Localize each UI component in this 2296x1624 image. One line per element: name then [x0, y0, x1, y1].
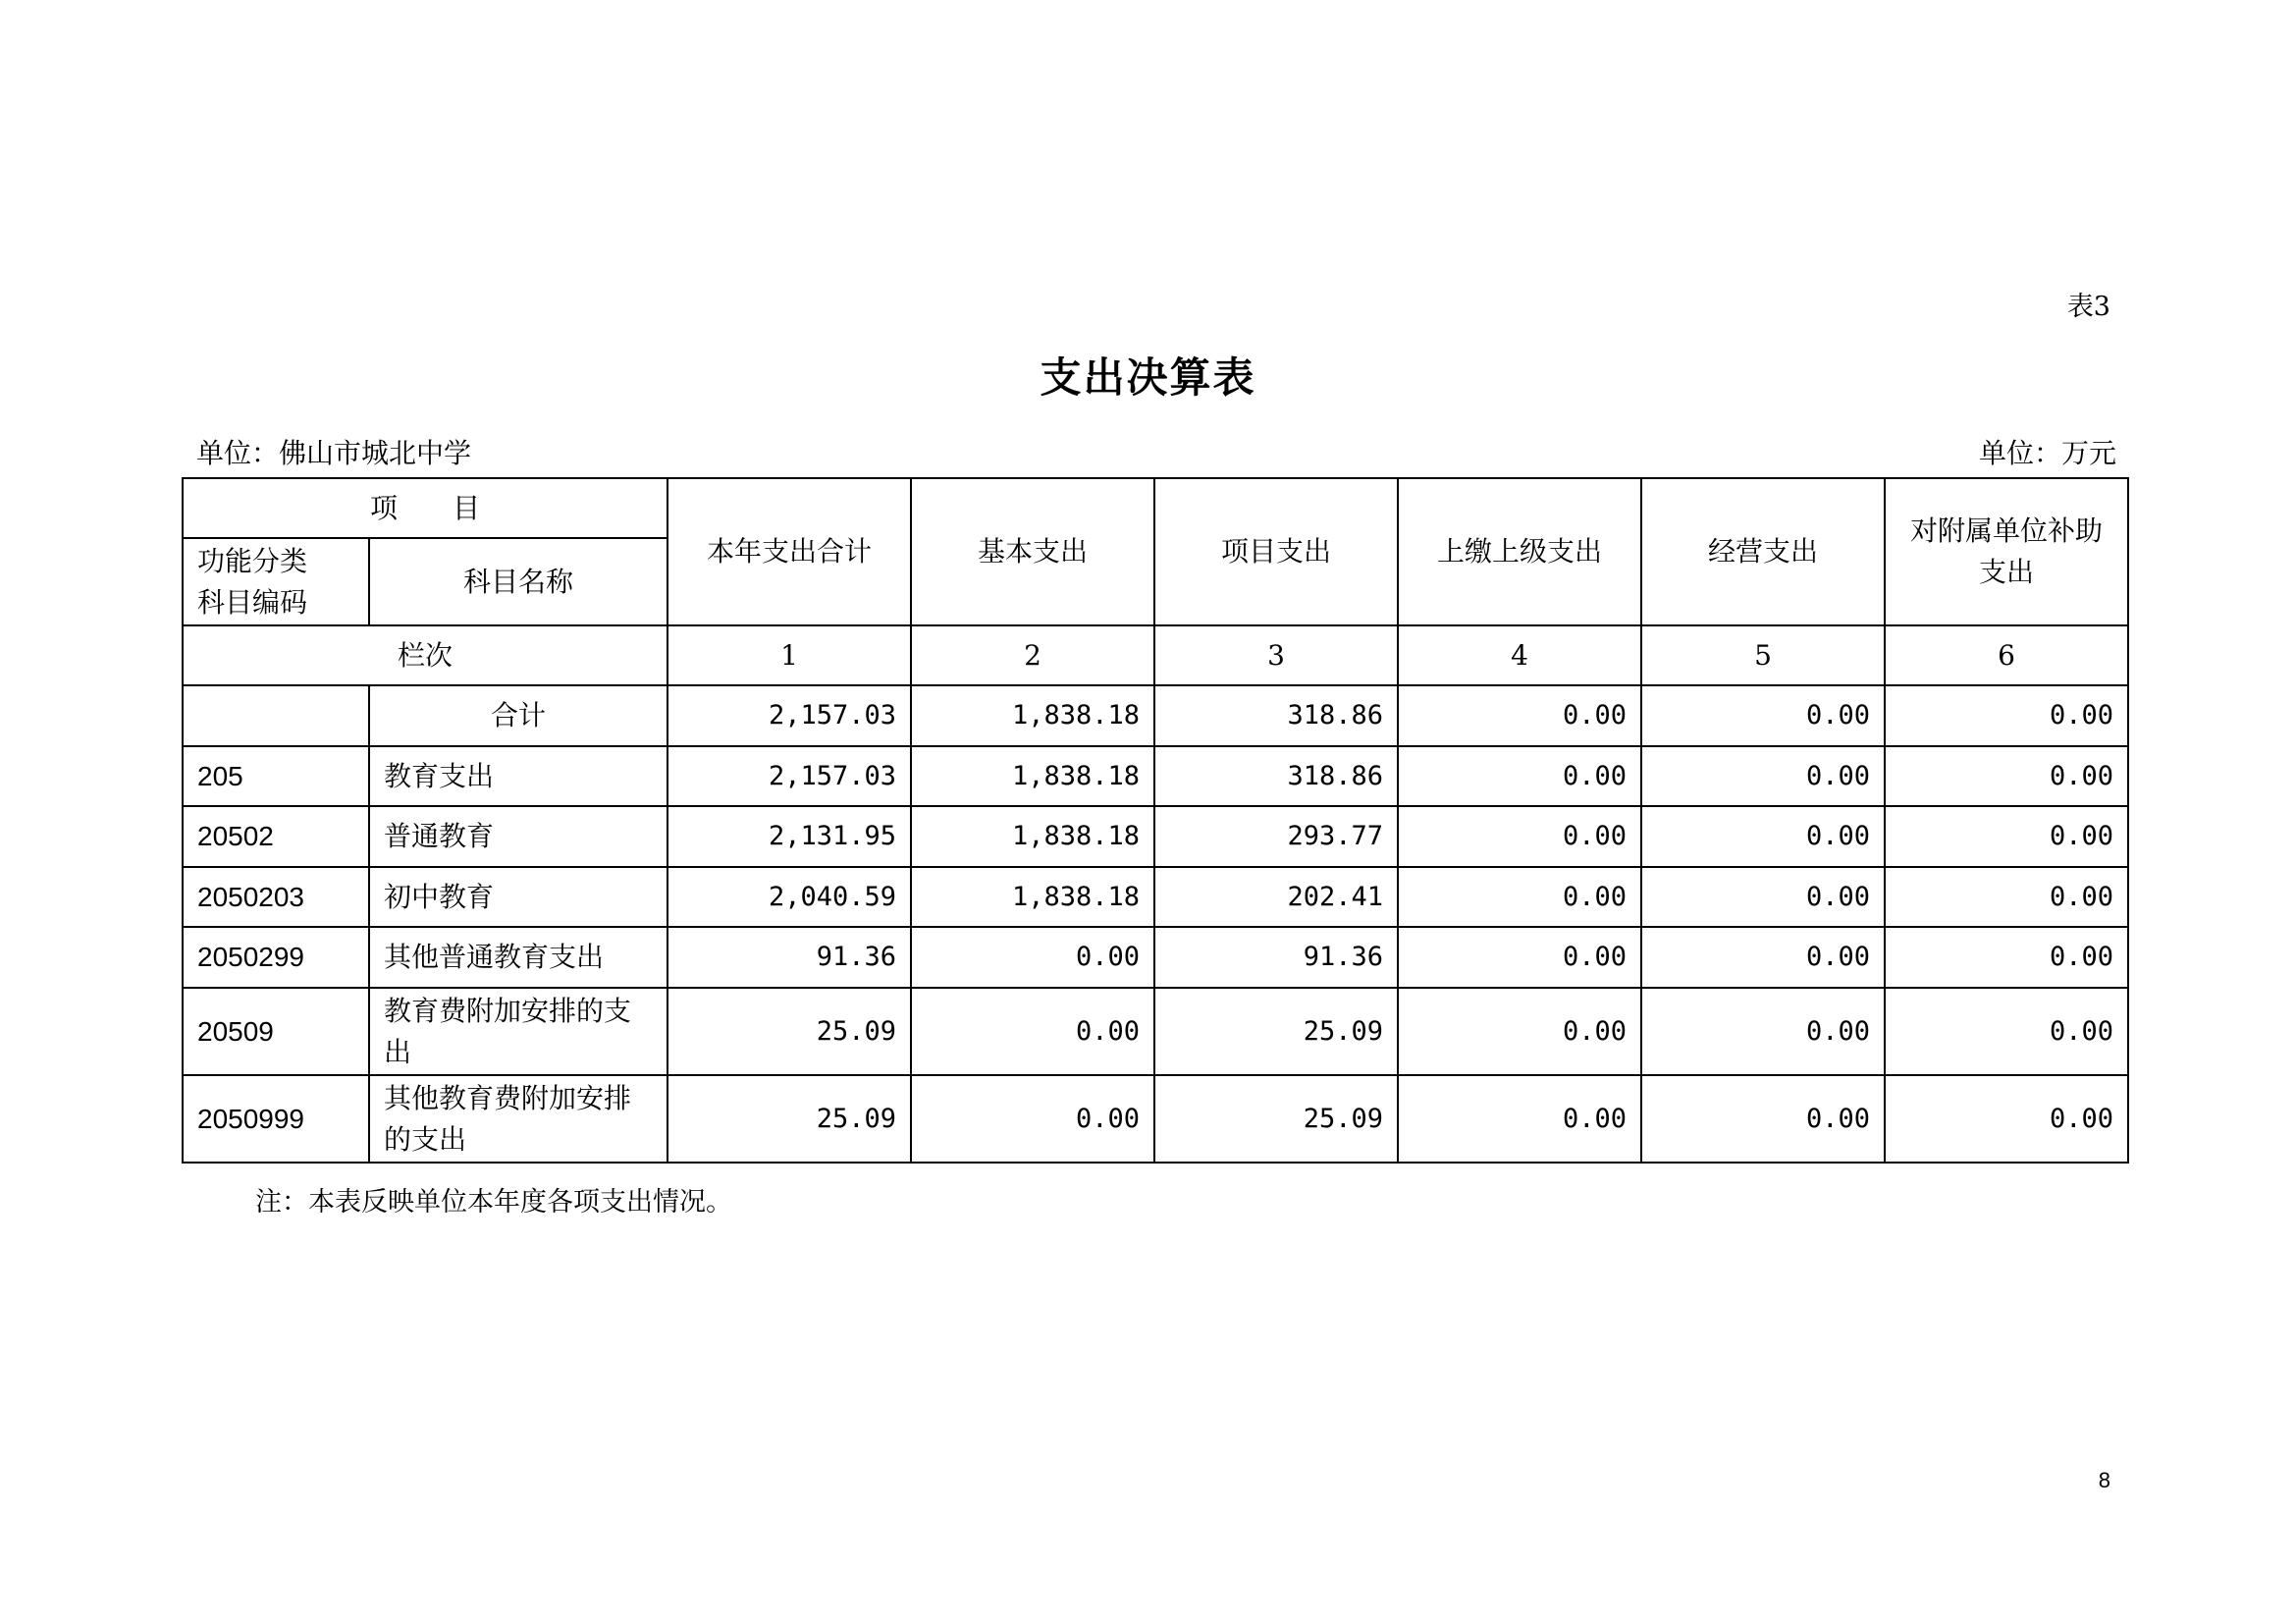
- index-num-4: 4: [1398, 625, 1641, 685]
- table-row: [183, 806, 2128, 867]
- row-value: 1,838.18: [911, 806, 1154, 867]
- row-value: 25.09: [1154, 988, 1398, 1075]
- row-value: 0.00: [1885, 1075, 2128, 1163]
- row-value: 318.86: [1154, 746, 1398, 806]
- index-num-3: 3: [1154, 625, 1398, 685]
- row-value: 0.00: [1398, 685, 1641, 746]
- row-value: 25.09: [667, 1075, 911, 1163]
- row-name: 其他普通教育支出: [369, 927, 667, 988]
- header-col-2: 基本支出: [911, 478, 1154, 625]
- row-value: 0.00: [1885, 867, 2128, 927]
- row-name: 其他教育费附加安排的支出: [369, 1075, 667, 1163]
- row-value: 0.00: [1885, 685, 2128, 746]
- row-value: 318.86: [1154, 685, 1398, 746]
- row-code: 20509: [183, 988, 369, 1075]
- row-code: 205: [183, 746, 369, 806]
- table-row: [183, 1075, 2128, 1163]
- page-title: 支出决算表: [1040, 353, 1256, 402]
- row-value: 202.41: [1154, 867, 1398, 927]
- table-row: [183, 927, 2128, 988]
- header-code: 功能分类 科目编码: [183, 538, 369, 625]
- row-value: 0.00: [1398, 746, 1641, 806]
- header-col-1: 本年支出合计: [667, 478, 911, 625]
- row-value: 0.00: [1885, 927, 2128, 988]
- index-num-1: 1: [667, 625, 911, 685]
- row-value: 1,838.18: [911, 685, 1154, 746]
- row-value: 0.00: [1398, 867, 1641, 927]
- row-value: 0.00: [911, 988, 1154, 1075]
- row-value: 25.09: [667, 988, 911, 1075]
- row-code: 2050299: [183, 927, 369, 988]
- row-value: 0.00: [1398, 806, 1641, 867]
- index-row: [183, 625, 2128, 685]
- row-name: 教育支出: [369, 746, 667, 806]
- row-value: 1,838.18: [911, 746, 1154, 806]
- row-value: 0.00: [1885, 988, 2128, 1075]
- row-value: 0.00: [1641, 1075, 1885, 1163]
- row-name: 初中教育: [369, 867, 667, 927]
- row-value: 0.00: [1885, 806, 2128, 867]
- row-value: 0.00: [1641, 927, 1885, 988]
- row-value: 2,131.95: [667, 806, 911, 867]
- row-value: 0.00: [1641, 685, 1885, 746]
- row-value: 1,838.18: [911, 867, 1154, 927]
- row-value: 2,157.03: [667, 746, 911, 806]
- table-row: [183, 685, 2128, 746]
- row-value: 0.00: [1885, 746, 2128, 806]
- row-name: 教育费附加安排的支出: [369, 988, 667, 1075]
- header-col-4: 上缴上级支出: [1398, 478, 1641, 625]
- unit-organization: 单位：佛山市城北中学: [196, 437, 472, 469]
- index-label: 栏次: [183, 625, 667, 685]
- row-value: 91.36: [667, 927, 911, 988]
- row-value: 0.00: [911, 1075, 1154, 1163]
- header-col-5: 经营支出: [1641, 478, 1885, 625]
- row-code: 20502: [183, 806, 369, 867]
- row-value: 0.00: [1398, 927, 1641, 988]
- page-number: 8: [2098, 1468, 2110, 1492]
- table-row: [183, 988, 2128, 1075]
- index-num-6: 6: [1885, 625, 2128, 685]
- row-value: 0.00: [1641, 867, 1885, 927]
- row-name: 合计: [369, 685, 667, 746]
- header-row-1: [183, 478, 2128, 538]
- header-name: 科目名称: [369, 538, 667, 625]
- table-number: 表3: [2066, 292, 2110, 322]
- row-value: 2,040.59: [667, 867, 911, 927]
- row-code: [183, 685, 369, 746]
- row-code: 2050999: [183, 1075, 369, 1163]
- table-row: [183, 746, 2128, 806]
- row-value: 0.00: [1641, 806, 1885, 867]
- row-name: 普通教育: [369, 806, 667, 867]
- row-value: 0.00: [911, 927, 1154, 988]
- header-col-6: 对附属单位补助 支出: [1885, 478, 2128, 625]
- index-num-2: 2: [911, 625, 1154, 685]
- expenditure-table: [182, 477, 2129, 1164]
- row-value: 0.00: [1641, 988, 1885, 1075]
- row-value: 293.77: [1154, 806, 1398, 867]
- row-value: 2,157.03: [667, 685, 911, 746]
- index-num-5: 5: [1641, 625, 1885, 685]
- row-value: 0.00: [1398, 988, 1641, 1075]
- header-item: 项 目: [183, 478, 667, 538]
- unit-currency: 单位：万元: [1978, 437, 2116, 469]
- row-value: 0.00: [1398, 1075, 1641, 1163]
- header-col-3: 项目支出: [1154, 478, 1398, 625]
- table-row: [183, 867, 2128, 927]
- table-note: 注：本表反映单位本年度各项支出情况。: [255, 1187, 732, 1218]
- row-value: 91.36: [1154, 927, 1398, 988]
- row-code: 2050203: [183, 867, 369, 927]
- row-value: 25.09: [1154, 1075, 1398, 1163]
- row-value: 0.00: [1641, 746, 1885, 806]
